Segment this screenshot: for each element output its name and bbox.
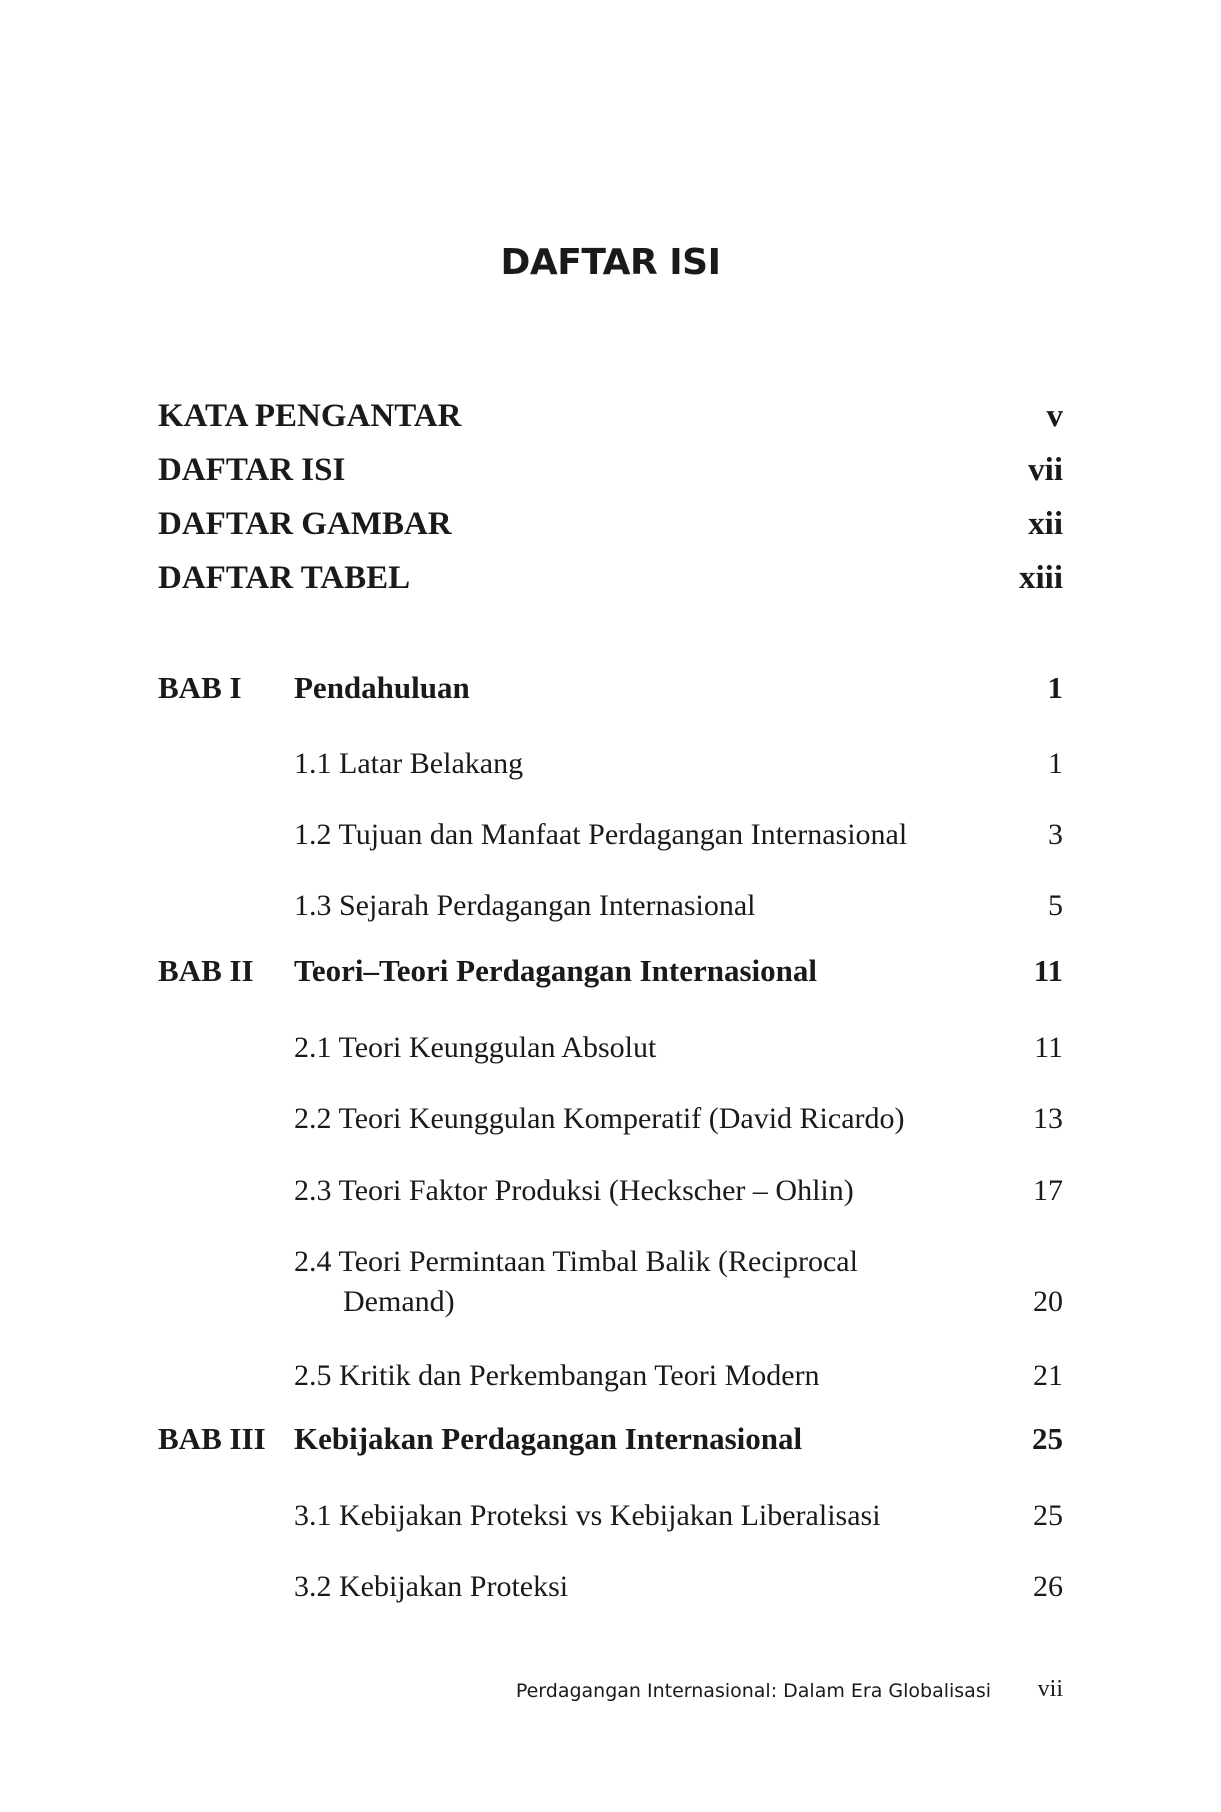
toc-entry-label: DAFTAR GAMBAR [158,506,452,542]
section-page: 21 [1033,1359,1063,1392]
page-title: DAFTAR ISI [500,242,721,283]
chapter-label: BAB II [158,953,254,988]
section-title: 2.2 Teori Keunggulan Komperatif (David Ricardo) [294,1102,905,1135]
section-title: 1.1 Latar Belakang [294,747,524,780]
section-page: 1 [1048,747,1063,780]
section-title: 3.1 Kebijakan Proteksi vs Kebijakan Liberalisasi [294,1499,881,1532]
section-page: 17 [1033,1174,1063,1207]
footer-page-number: vii [1037,1676,1063,1702]
section-title: 1.3 Sejarah Perdagangan Internasional [294,889,756,922]
toc-entry-label: DAFTAR ISI [158,452,346,488]
section-title-continued: Demand) [343,1285,455,1318]
section-title: 2.3 Teori Faktor Produksi (Heckscher – Ohlin) [294,1174,854,1207]
section-page: 5 [1048,889,1063,922]
section-page: 20 [1033,1285,1063,1318]
toc-entry-page: xiii [1018,560,1063,596]
section-page: 11 [1034,1031,1063,1064]
chapter-label: BAB III [158,1421,266,1456]
section-page: 25 [1033,1499,1063,1532]
section-title: 2.4 Teori Permintaan Timbal Balik (Reciprocal [294,1245,858,1278]
chapter-title: Teori–Teori Perdagangan Internasional [294,953,818,988]
chapter-title: Pendahuluan [294,670,470,705]
section-page: 26 [1033,1570,1063,1603]
toc-section [158,1245,1063,1325]
toc-entry-label: DAFTAR TABEL [158,560,411,596]
chapter-title: Kebijakan Perdagangan Internasional [294,1421,803,1456]
chapter-page: 1 [1047,670,1063,705]
toc-entry-page: xii [1028,506,1063,542]
footer-book-title: Perdagangan Internasional: Dalam Era Globalisasi [515,1680,991,1702]
section-title: 1.2 Tujuan dan Manfaat Perdagangan Internasional [294,818,908,851]
toc-entry-label: KATA PENGANTAR [158,398,462,434]
section-page: 3 [1048,818,1063,851]
chapter-page: 25 [1032,1421,1063,1456]
section-title: 2.1 Teori Keunggulan Absolut [294,1031,657,1064]
chapter-page: 11 [1033,953,1063,988]
toc-entry-page: vii [1028,452,1063,488]
section-title: 2.5 Kritik dan Perkembangan Teori Modern [294,1359,820,1392]
section-title: 3.2 Kebijakan Proteksi [294,1570,569,1603]
toc-entry-page: v [1046,398,1063,434]
section-page: 13 [1033,1102,1063,1135]
chapter-label: BAB I [158,670,242,705]
